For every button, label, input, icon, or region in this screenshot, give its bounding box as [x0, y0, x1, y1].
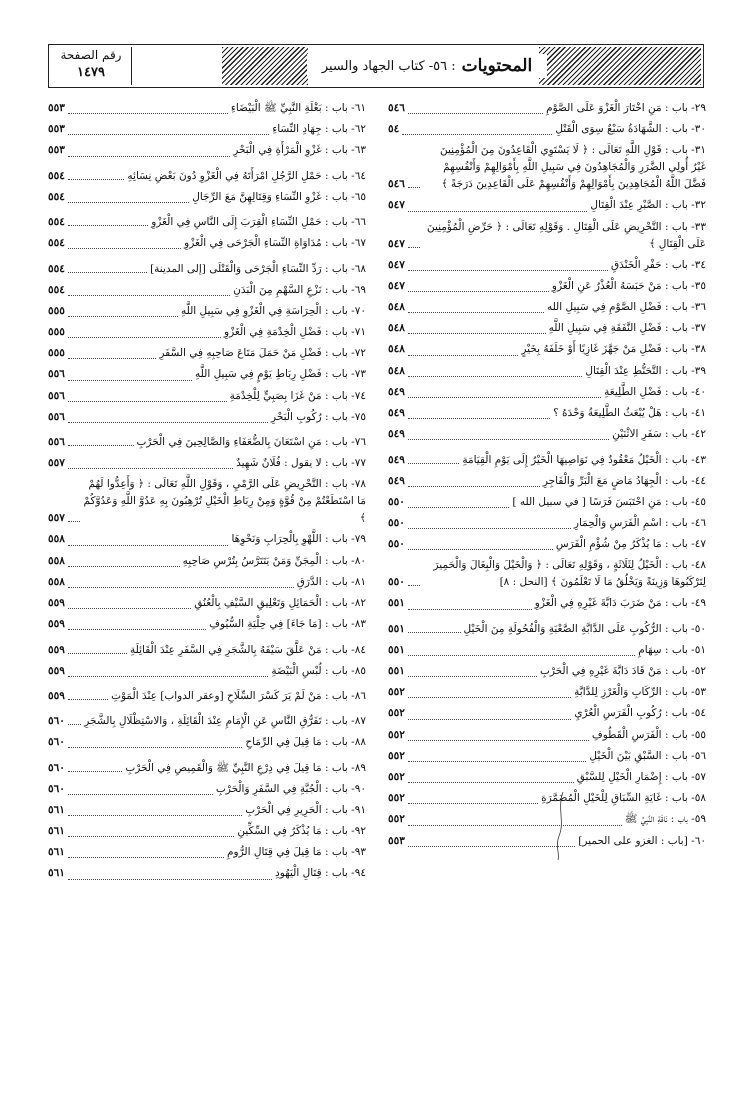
- toc-entry-title: ٧٩- باب : اللَّهْوِ بِالْحِرَابِ وَنَحْوِهَا: [231, 533, 366, 546]
- dot-leader: [408, 585, 420, 586]
- toc-entry-page: ٥٥١: [388, 597, 405, 610]
- toc-entry-page: ٥٦٠: [48, 782, 65, 795]
- dot-leader: [408, 719, 571, 720]
- toc-entry: [48, 474, 366, 529]
- toc-entry-title: ٨٤- باب : مَنْ عَلَّقَ سَيْفَهُ بِالشَّجَرِ فِي السَّفَرِ عِنْدَ الْقَائِلَةِ: [130, 643, 366, 656]
- toc-entry-page: ٥٤٧: [388, 258, 405, 271]
- toc-entry-page: ٥٥٤: [48, 190, 65, 203]
- dot-leader: [408, 632, 461, 633]
- toc-column-left: [48, 98, 366, 885]
- toc-entry-title: ٥٣- باب : الرِّكَابِ وَالْغَرْزِ لِلدَّابَّةِ: [574, 686, 706, 699]
- dot-leader: [68, 676, 268, 677]
- dot-leader: [68, 134, 269, 135]
- toc-entry-title: ٨٥- باب : لُبْسِ الْبَيْضَةِ: [271, 664, 366, 677]
- toc-entry-page: ٥٤٩: [388, 453, 405, 466]
- toc-entry: [388, 746, 706, 767]
- dot-leader: [68, 113, 228, 114]
- toc-entry: [48, 322, 366, 343]
- toc-entry-page: ٥٥٧: [48, 512, 65, 525]
- toc-entry-title: ٣٨- باب : فَضْلِ مَنْ جَهَّزَ غَازِيًا أَوْ خَلَفَهُ بِخَيْرٍ: [521, 343, 706, 356]
- toc-entry: [48, 529, 366, 550]
- toc-entry-page: ٥٤: [388, 123, 400, 136]
- toc-entry-page: ٥٥٣: [48, 102, 65, 114]
- dot-leader: [408, 113, 543, 114]
- toc-entry-title: ٩٤- باب : قِتَالِ الْيَهُودِ: [275, 867, 366, 880]
- toc-entry-title: ٩٢- باب : مَا يُذْكَرُ فِي السِّكِّينِ: [237, 824, 366, 837]
- dot-leader: [68, 295, 230, 296]
- dot-leader: [408, 211, 587, 212]
- toc-entry: [388, 661, 706, 682]
- toc-entry-title: ٥٢- باب : مَنْ قَادَ دَابَّةَ غَيْرِهِ فِي الْحَرْبِ: [539, 665, 706, 678]
- toc-entry: [48, 119, 366, 140]
- dot-leader: [68, 608, 191, 609]
- toc-entry-title: ٨٠- باب : الْمِجَنِّ وَمَنْ يَتَتَرَّسُ بِتُرْسِ صَاحِبِهِ: [182, 554, 366, 567]
- dot-leader: [68, 587, 294, 588]
- header-hatch-middle: [222, 47, 308, 85]
- toc-entry: [48, 635, 366, 660]
- toc-entry-title: ٧٢- باب : فَضْلِ مَنْ حَمَلَ مَتَاعَ صَاحِبِهِ فِي السَّفَرِ: [159, 347, 366, 360]
- dot-leader: [68, 771, 122, 772]
- toc-entry-page: ٥٥٥: [48, 325, 65, 338]
- toc-entry-page: ٥٦١: [48, 867, 65, 880]
- toc-entry-title: ٨٨- باب : مَا قِيلَ فِي الرِّمَاحِ: [245, 736, 366, 749]
- toc-entry-title: ٦٠- [باب : الغزو على الحمير]: [578, 834, 706, 847]
- dot-leader: [68, 337, 221, 338]
- dot-leader: [408, 270, 608, 271]
- toc-entry: [388, 140, 706, 195]
- toc-entry-page: ٥٤٩: [388, 474, 405, 487]
- toc-entry-page: ٥٥٢: [388, 728, 405, 741]
- toc-entry-title: ٥٤- باب : رُكُوبِ الْفَرَسِ الْعُرْيِ: [574, 707, 706, 720]
- toc-entry-title: ٧٣- باب : فَضْلِ رِبَاطِ يَوْمٍ فِي سَبِيلِ اللَّهِ: [195, 368, 366, 381]
- toc-entry: [388, 361, 706, 382]
- toc-entry-page: ٥٤٧: [388, 237, 405, 250]
- toc-entry: [48, 343, 366, 364]
- dot-leader: [408, 609, 532, 610]
- header-title-box: [307, 54, 547, 78]
- toc-entry: [388, 471, 706, 492]
- toc-entry: [48, 407, 366, 428]
- toc-entry-page: ٥٦١: [48, 803, 65, 816]
- toc-entry-page: ٥٦١: [48, 824, 65, 837]
- dot-leader: [408, 846, 575, 847]
- toc-entry-page: ٥٥٤: [48, 216, 65, 229]
- toc-entry-page: ٥٥٢: [388, 813, 405, 826]
- toc-entry-page: ٥٥٥: [48, 304, 65, 317]
- dot-leader: [408, 697, 571, 698]
- toc-entry: [48, 140, 366, 161]
- dot-leader: [408, 439, 609, 440]
- dot-leader: [68, 179, 124, 180]
- toc-entry: [388, 255, 706, 276]
- toc-entry: [48, 614, 366, 635]
- dot-leader: [68, 248, 181, 249]
- toc-entry: [388, 339, 706, 360]
- toc-entry-page: ٥٤٨: [388, 322, 405, 335]
- dot-leader: [68, 699, 108, 700]
- toc-entry-page: ٥٥٩: [48, 597, 65, 609]
- dot-leader: [68, 566, 180, 567]
- toc-entry-title: ٤٠- باب : فَضْلِ الطَّلِيعَةِ: [604, 385, 706, 398]
- toc-entry-page: ٥٥٠: [388, 495, 405, 508]
- toc-entry: [388, 831, 706, 852]
- toc-entry-title: ٧١- باب : فَضْلِ الْخِدْمَةِ فِي الْغَزْوِ: [224, 325, 366, 338]
- dot-leader: [68, 836, 234, 837]
- dot-leader: [68, 629, 206, 630]
- dot-leader: [408, 376, 582, 377]
- toc-column-right: [388, 98, 706, 852]
- toc-entry-page: ٥٤٩: [388, 428, 405, 441]
- toc-entry-page: ٥٤٧: [388, 279, 405, 292]
- pen-mark: [553, 792, 567, 860]
- toc-entry-page: ٥٤٩: [388, 407, 405, 420]
- dot-leader: [402, 134, 552, 135]
- toc-entry: [48, 779, 366, 800]
- toc-entry-title: ٧٤- باب : مَنْ غَزَا بِصَبِيٍّ لِلْخِدْمَةِ: [229, 389, 366, 402]
- toc-entry: [388, 297, 706, 318]
- toc-entry: [388, 403, 706, 424]
- toc-entry: [388, 445, 706, 470]
- toc-entry-page: ٥٥٩: [48, 664, 65, 677]
- dot-leader: [408, 549, 553, 550]
- dot-leader: [408, 463, 459, 464]
- toc-entry: [388, 767, 706, 788]
- toc-entry-page: ٥٥٤: [48, 262, 65, 275]
- toc-entry: [388, 98, 706, 119]
- toc-entry-title: ٦٧- باب : مُدَاوَاةِ النِّسَاءِ الْجَرْحَى فِي الْغَزْوِ: [184, 237, 366, 250]
- toc-entry: [388, 318, 706, 339]
- toc-entry-title: ٣٤- باب : حَفْرِ الْخَنْدَقِ: [610, 258, 706, 271]
- toc-entry-title: ٧٦- باب : مَنِ اسْتَعَانَ بِالضُّعَفَاءِ وَالصَّالِحِينَ فِي الْحَرْبِ: [136, 436, 366, 449]
- page-number-box: [51, 47, 132, 85]
- toc-entry-page: ٥٥٩: [48, 689, 65, 702]
- toc-entry: [48, 821, 366, 842]
- toc-entry: [48, 707, 366, 732]
- dot-leader: [68, 156, 230, 157]
- toc-entry: [388, 555, 706, 593]
- toc-entry: [48, 732, 366, 753]
- toc-entry-title: ٤٤- باب : الْجِهَادُ مَاضٍ مَعَ الْبَرِّ وَالْفَاجِرِ: [542, 474, 706, 487]
- dot-leader: [68, 521, 80, 522]
- toc-entry: [48, 187, 366, 208]
- toc-entry-title: ٨١- باب : الدَّرَقِ: [296, 575, 366, 588]
- toc-entry-page: ٥٤٨: [388, 301, 405, 314]
- dot-leader: [68, 202, 189, 203]
- toc-entry-page: ٥٥٢: [388, 686, 405, 699]
- toc-entry-page: ٥٥٣: [48, 144, 65, 157]
- toc-entry-page: ٥٥٠: [388, 517, 405, 530]
- toc-entry-title: ٥٥- باب : الْفَرَسِ الْقَطُوفِ: [591, 728, 706, 741]
- toc-entry: [388, 682, 706, 703]
- toc-entry: [48, 682, 366, 707]
- toc-entry-page: ٥٥٤: [48, 169, 65, 182]
- toc-entry: [48, 842, 366, 863]
- toc-entry-title: ٦٨- باب : رَدِّ النِّسَاءِ الْجَرْحَى وَالْقَتْلَى [إلى المدينة]: [150, 262, 366, 275]
- toc-entry: [48, 551, 366, 572]
- toc-entry-page: ٥٥٥: [48, 347, 65, 360]
- toc-entry-title: ٣٠- باب : الشَّهَادَةُ سَبْعٌ سِوَى الْقَتْلِ: [555, 123, 706, 136]
- toc-entry: [48, 254, 366, 279]
- toc-entry: [388, 195, 706, 216]
- toc-entry-title: ٣١- باب : قَوْلِ اللَّهِ تَعَالَى : ﴿ لَا يَسْتَوِي الْقَاعِدُونَ مِنَ الْمُؤْمِنِينَ غَيْرُ أُولِي الضَّرَرِ وَالْمُجَاهِدُونَ فِي سَبِيلِ اللَّهِ بِأَمْوَالِهِمْ وَأَنْفُسِهِمْ فَضَّلَ اللَّهُ الْمُجَاهِدِينَ بِأَمْوَالِهِمْ وَأَنْفُسِهِمْ عَلَى الْقَاعِدِينَ دَرَجَةً ﴾: [439, 144, 706, 191]
- toc-entry-title: ٨٦- باب : مَنْ لَمْ يَرَ كَسْرَ السِّلَاحِ [وعقر الدواب] عِنْدَ الْمَوْتِ: [111, 689, 366, 702]
- dot-leader: [68, 445, 134, 446]
- dot-leader: [68, 545, 229, 546]
- toc-entry-page: ٥٥٢: [388, 771, 405, 784]
- toc-entry: [48, 364, 366, 385]
- toc-entry: [388, 276, 706, 297]
- toc-entry-page: ٥٦٠: [48, 761, 65, 774]
- toc-entry-title: ٤٣- باب : الْخَيْلُ مَعْقُودٌ فِي نَوَاصِيهَا الْخَيْرُ إِلَى يَوْمِ الْقِيَامَةِ: [462, 453, 706, 466]
- toc-entry-page: ٥٤٨: [388, 364, 405, 377]
- toc-entry: [48, 800, 366, 821]
- toc-entry-title: ٤٧- باب : مَا يُذْكَرُ مِنْ شُؤْمِ الْفَرَسِ: [555, 538, 706, 551]
- toc-entry: [48, 593, 366, 614]
- toc-entry-page: ٥٥٠: [388, 538, 405, 551]
- toc-entry-title: ٣٢- باب : الصَّبْرِ عِنْدَ الْقِتَالِ: [590, 199, 706, 212]
- dot-leader: [408, 676, 537, 677]
- toc-entry-title: ٥٦- باب : السَّبْقِ بَيْنَ الْخَيْلِ: [589, 749, 706, 762]
- toc-entry-page: ٥٥٩: [48, 618, 65, 631]
- toc-entry-page: ٥٤٦: [388, 178, 405, 191]
- toc-entry: [388, 217, 706, 255]
- toc-entry: [388, 593, 706, 614]
- toc-entry-page: ٥٥١: [388, 665, 405, 678]
- dot-leader: [408, 507, 509, 508]
- dot-leader: [68, 794, 213, 795]
- toc-entry-page: ٥٤٦: [388, 102, 405, 114]
- toc-entry-page: ٥٥٧: [48, 457, 65, 470]
- toc-entry-page: ٥٥٨: [48, 554, 65, 567]
- dot-leader: [68, 316, 178, 317]
- dot-leader: [408, 291, 549, 292]
- dot-leader: [408, 803, 538, 804]
- header-hatch-right: [539, 47, 701, 85]
- dot-leader: [68, 358, 156, 359]
- toc-entry: [388, 424, 706, 445]
- toc-entry-page: ٥٥٠: [388, 576, 405, 589]
- header-subtitle: : ٥٦- كتاب الجهاد والسير: [321, 58, 456, 74]
- toc-entry: [48, 162, 366, 187]
- toc-entry-page: ٥٥٤: [48, 237, 65, 250]
- dot-leader: [408, 486, 540, 487]
- dot-leader: [408, 418, 550, 419]
- dot-leader: [408, 312, 544, 313]
- toc-entry-page: ٥٤٨: [388, 343, 405, 356]
- toc-entry-title: ٤٦- باب : اسْمِ الْفَرَسِ وَالْحِمَارِ: [573, 517, 706, 530]
- dot-leader: [408, 187, 420, 188]
- toc-entry-title: ٩٠- باب : الْجُبَّةِ فِي السَّفَرِ وَالْحَرْبِ: [215, 782, 366, 795]
- toc-entry: [48, 753, 366, 778]
- dot-leader: [68, 225, 148, 226]
- toc-entry: [388, 640, 706, 661]
- toc-entry: [48, 98, 366, 119]
- toc-entry: [388, 119, 706, 140]
- page-number-label: رقم الصفحة: [60, 48, 122, 62]
- toc-entry: [48, 572, 366, 593]
- dot-leader: [68, 422, 268, 423]
- toc-entry-title: ٥٨- باب : غَايَةِ السِّبَاقِ لِلْخَيْلِ الْمُضَمَّرَةِ: [541, 792, 706, 805]
- toc-entry-title: ٥١- باب : سِهَامِ: [638, 643, 706, 656]
- toc-entry: [388, 382, 706, 403]
- dot-leader: [68, 724, 81, 725]
- dot-leader: [68, 468, 233, 469]
- toc-entry-title: ٦٦- باب : حَمْلِ النِّسَاءِ الْقِرَبَ إِلَى النَّاسِ فِي الْغَزْوِ: [151, 216, 366, 229]
- toc-entry: [388, 725, 706, 746]
- toc-entry-title: ٦٩- باب : نَزْعِ السَّهْمِ مِنَ الْبَدَنِ: [233, 283, 366, 296]
- toc-entry-title: ٤٥- باب : مَنِ احْتَبَسَ فَرَسًا [ في سبيل الله ]: [512, 495, 706, 508]
- toc-entry-title: ٣٩- باب : التَّحَنُّطِ عِنْدَ الْقِتَالِ: [585, 364, 706, 377]
- toc-entry: [388, 788, 706, 809]
- toc-entry-page: ٥٥١: [388, 622, 405, 635]
- toc-entry-title: ٧٨- باب : التَّحْرِيضِ عَلَى الرَّمْيِ ، وَقَوْلِ اللَّهِ تَعَالَى : ﴿ وَأَعِدُّوا لَهُمْ مَا اسْتَطَعْتُمْ مِنْ قُوَّةٍ وَمِنْ رِبَاطِ الْخَيْلِ تُرْهِبُونَ بِهِ عَدُوَّ اللَّهِ وَعَدُوَّكُمْ ﴾: [83, 478, 366, 525]
- toc-entry-title: ٤٨- باب : الْخَيْلُ لِثَلَاثَةٍ ، وَقَوْلِهِ تَعَالَى : ﴿ وَالْخَيْلَ وَالْبِغَالَ وَالْحَمِيرَ لِتَرْكَبُوهَا وَزِينَةً وَيَخْلُقُ مَا لَا تَعْلَمُونَ ﴾ [النحل : ٨]: [433, 559, 706, 589]
- toc-entry-page: ٥٥٦: [48, 410, 65, 423]
- toc-entry: [388, 534, 706, 555]
- dot-leader: [408, 247, 420, 248]
- dot-leader: [408, 355, 518, 356]
- toc-entry-title: ٥٩- باب : نَاقَةِ النَّبِيِّ ﷺ: [624, 813, 706, 826]
- toc-entry-page: ٥٦٠: [48, 715, 65, 728]
- toc-entry-title: ٦٥- باب : غَزْوِ النِّسَاءِ وَقِتَالِهِنَّ مَعَ الرِّجَالِ: [192, 190, 366, 203]
- toc-entry-title: ٦٤- باب : حَمْلِ الرَّجُلِ امْرَأَتَهُ فِي الْغَزْوِ دُونَ بَعْضِ نِسَائِهِ: [127, 169, 366, 182]
- dot-leader: [408, 655, 635, 656]
- toc-entry-title: ٢٩- باب : مَنِ اخْتَارَ الْغَزْوَ عَلَى الصَّوْمِ: [546, 102, 706, 114]
- dot-leader: [408, 397, 601, 398]
- toc-entry-page: ٥٥٨: [48, 533, 65, 546]
- dot-leader: [68, 401, 227, 402]
- toc-entry-title: ٨٢- باب : الْحَمَائِلِ وَتَعْلِيقِ السَّيْفِ بِالْعُنُقِ: [194, 597, 366, 609]
- header-title: المحتويات: [461, 56, 533, 76]
- toc-entry: [388, 615, 706, 640]
- toc-entry-title: ٨٧- باب : تَفَرُّقِ النَّاسِ عَنِ الْإِمَامِ عِنْدَ الْقَائِلَةِ ، وَالاسْتِظْلَالِ بِالشَّجَرِ: [84, 715, 366, 728]
- toc-entry-page: ٥٦١: [48, 846, 65, 859]
- toc-entry-page: ٥٦٠: [48, 736, 65, 749]
- toc-entry-page: ٥٥٦: [48, 368, 65, 381]
- toc-entry: [48, 386, 366, 407]
- toc-entry-title: ٩٣- باب : مَا قِيلَ فِي قِتَالِ الرُّومِ: [227, 846, 366, 859]
- toc-entry-page: ٥٥٢: [388, 749, 405, 762]
- toc-entry: [48, 661, 366, 682]
- toc-entry-page: ٥٥٩: [48, 643, 65, 656]
- toc-entry-page: ٥٥١: [388, 643, 405, 656]
- toc-entry-title: ٣٧- باب : فَضْلِ النَّفَقَةِ فِي سَبِيلِ اللَّهِ: [548, 322, 706, 335]
- dot-leader: [408, 825, 622, 826]
- toc-entry-title: ٧٧- باب : لا يقول : فُلَانٌ شَهِيدٌ: [236, 457, 366, 470]
- toc-entry: [388, 492, 706, 513]
- toc-entry: [48, 428, 366, 453]
- toc-entry-title: ٧٥- باب : رُكُوبِ الْبَحْرِ: [271, 410, 366, 423]
- toc-entry-title: ٦٣- باب : غَزْوِ الْمَرْأَةِ فِي الْبَحْرِ: [233, 144, 366, 157]
- dot-leader: [68, 653, 127, 654]
- toc-entry-title: ٩١- باب : الْحَرِيرِ فِي الْحَرْبِ: [245, 803, 366, 816]
- toc-entry-page: ٥٥٦: [48, 436, 65, 449]
- toc-entry-title: ٧٠- باب : الْحِرَاسَةِ فِي الْغَزْوِ فِي سَبِيلِ اللَّهِ: [180, 304, 366, 317]
- page-header: [48, 44, 704, 88]
- toc-entry-title: ٦١- باب : بَغْلَةِ النَّبِيِّ ﷺ الْبَيْضَاءِ: [230, 102, 366, 114]
- toc-entry-title: ٥٧- باب : إِضْمَارِ الْخَيْلِ لِلسَّبْقِ: [576, 771, 706, 784]
- toc-entry-page: ٥٥٤: [48, 283, 65, 296]
- dot-leader: [68, 272, 147, 273]
- toc-entry: [388, 809, 706, 830]
- dot-leader: [408, 740, 589, 741]
- toc-entry-title: ٤٢- باب : سَفَرِ الاثْنَيْنِ: [612, 428, 706, 441]
- dot-leader: [68, 815, 242, 816]
- toc-entry-page: ٥٥٢: [388, 707, 405, 720]
- toc-entry: [388, 513, 706, 534]
- dot-leader: [68, 747, 242, 748]
- toc-entry-page: ٥٥٣: [48, 123, 65, 136]
- dot-leader: [408, 333, 546, 334]
- dot-leader: [408, 782, 574, 783]
- toc-entry: [48, 208, 366, 233]
- toc-entry-title: ٣٥- باب : مَنْ حَبَسَهُ الْعُذْرُ عَنِ الْغَزْوِ: [551, 279, 706, 292]
- toc-entry-title: ٣٣- باب : التَّحْرِيضِ عَلَى الْقِتَالِ . وَقَوْلِهِ تَعَالَى : ﴿ حَرِّضِ الْمُؤْمِنِينَ عَلَى الْقِتَالِ ﴾: [426, 220, 706, 250]
- dot-leader: [68, 857, 224, 858]
- toc-entry-title: ٦٢- باب : جِهَادِ النِّسَاءِ: [272, 123, 366, 136]
- toc-entry-title: ٤١- باب : هَلْ يُبْعَثُ الطَّلِيعَةُ وَحْدَهُ ؟: [553, 407, 706, 420]
- toc-entry-title: ٤٩- باب : مَنْ ضَرَبَ دَابَّةَ غَيْرِهِ فِي الْغَزْوِ: [534, 597, 706, 610]
- toc-entry: [388, 703, 706, 724]
- toc-entry: [48, 233, 366, 254]
- toc-entry: [48, 301, 366, 322]
- toc-entry-page: ٥٥٣: [388, 834, 405, 847]
- toc-entry: [48, 280, 366, 301]
- dot-leader: [68, 879, 272, 880]
- toc-entry: [48, 863, 366, 884]
- dot-leader: [408, 761, 587, 762]
- toc-entry-page: ٥٥٢: [388, 792, 405, 805]
- toc-entry-title: ٨٣- باب : [مَا جَاءَ] فِي حِلْيَةِ السُّيُوفِ: [209, 618, 366, 631]
- dot-leader: [408, 528, 571, 529]
- page-number: ١٤٧٩: [77, 65, 105, 80]
- dot-leader: [68, 380, 192, 381]
- toc-entry-title: ٣٦- باب : فَضْلِ الصَّوْمِ فِي سَبِيلِ الله: [546, 301, 706, 314]
- toc-entry-page: ٥٤٧: [388, 199, 405, 212]
- toc-entry-page: ٥٥٦: [48, 389, 65, 402]
- toc-entry-title: ٥٠- باب : الرُّكُوبِ عَلَى الدَّابَّةِ الصَّعْبَةِ وَالْفُحُولَةِ مِنَ الْخَيْلِ: [463, 622, 706, 635]
- toc-entry-title: ٨٩- باب : مَا قِيلَ فِي دِرْعِ النَّبِيِّ ﷺ وَالْقَمِيصِ فِي الْحَرْبِ: [125, 761, 366, 774]
- toc-entry: [48, 453, 366, 474]
- toc-entry-page: ٥٤٩: [388, 385, 405, 398]
- toc-entry-page: ٥٥٨: [48, 575, 65, 588]
